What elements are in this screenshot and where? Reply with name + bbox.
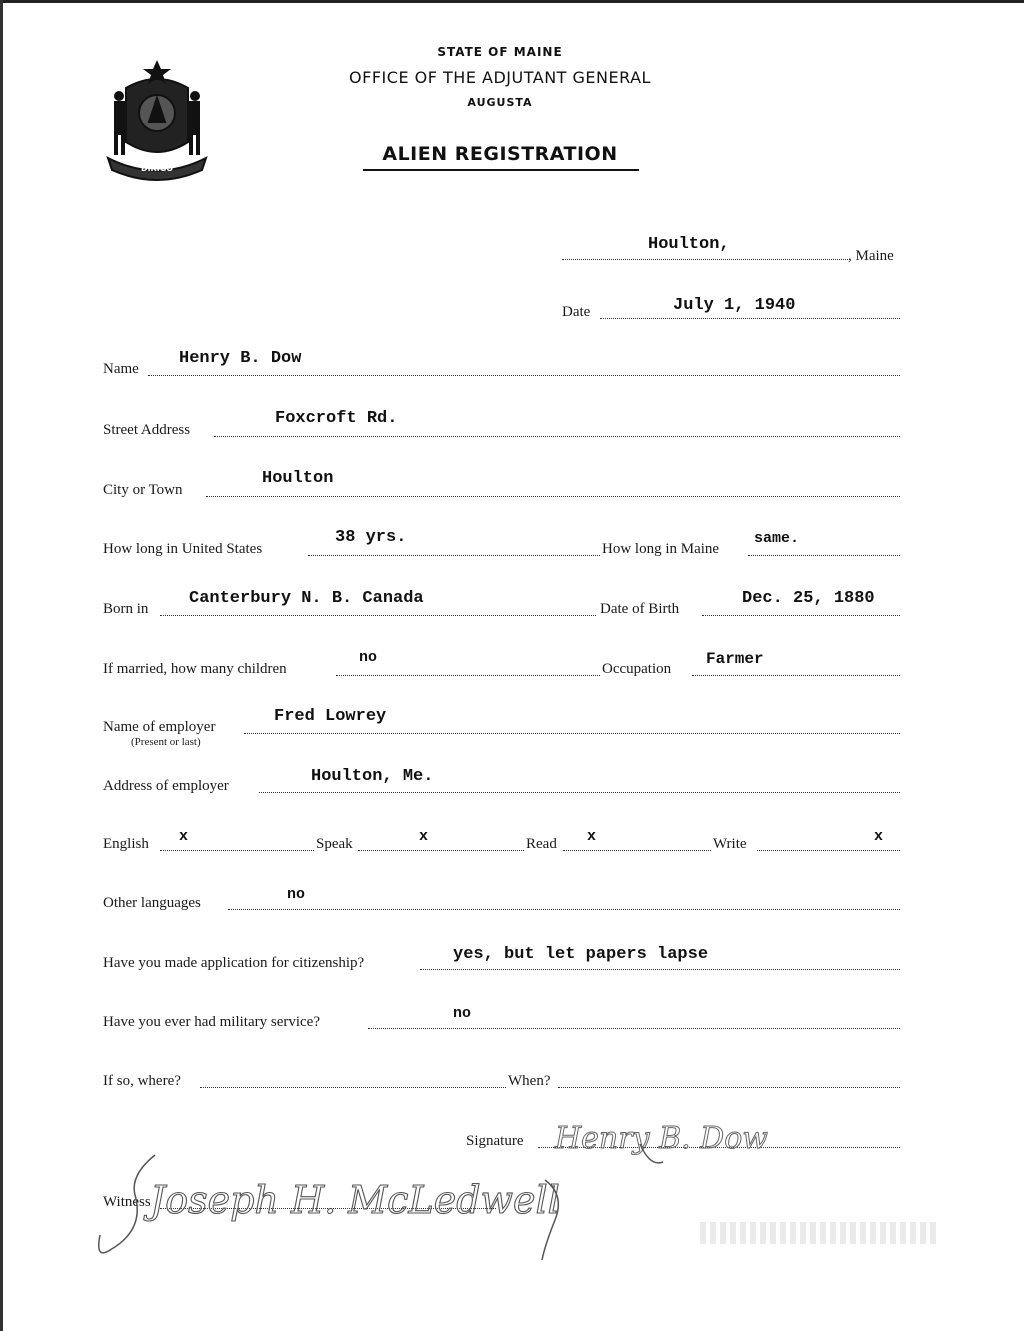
name-value: Henry B. Dow	[179, 349, 302, 368]
header-city: AUGUSTA	[467, 96, 533, 109]
citizenship-line	[420, 969, 900, 970]
children-value: no	[359, 649, 378, 666]
us-duration-value: 38 yrs.	[335, 528, 407, 547]
date-label: Date	[562, 304, 591, 320]
date-line	[600, 318, 900, 319]
us-duration-label: How long in United States	[103, 541, 263, 557]
occupation-label: Occupation	[602, 661, 672, 677]
speak-mark: x	[419, 828, 429, 845]
other-languages-value: no	[287, 886, 306, 903]
name-label: Name	[103, 361, 139, 377]
when-line	[558, 1087, 900, 1088]
dob-value: Dec. 25, 1880	[742, 589, 875, 608]
english-mark: x	[179, 828, 189, 845]
title-underline	[363, 169, 639, 171]
location-line	[562, 259, 848, 260]
born-value: Canterbury N. B. Canada	[189, 589, 424, 608]
city-value: Houlton	[262, 469, 334, 488]
maine-duration-label: How long in Maine	[602, 541, 720, 557]
dob-label: Date of Birth	[600, 601, 680, 617]
employer-line	[244, 733, 900, 734]
maine-duration-value: same.	[754, 530, 800, 547]
header-office: OFFICE OF THE ADJUTANT GENERAL	[349, 68, 651, 87]
english-label: English	[103, 836, 149, 852]
write-line	[757, 850, 900, 851]
scan-edge-left	[0, 0, 3, 1331]
occupation-line	[692, 675, 900, 676]
other-languages-line	[228, 909, 900, 910]
english-line	[160, 850, 314, 851]
witness-value: Joseph H. McLedwell	[150, 1178, 560, 1222]
header-state: STATE OF MAINE	[437, 45, 563, 59]
read-mark: x	[587, 828, 597, 845]
speak-label: Speak	[316, 836, 353, 852]
born-line	[160, 615, 596, 616]
write-label: Write	[713, 836, 747, 852]
faded-stamp	[700, 1222, 940, 1244]
form-title: ALIEN REGISTRATION	[382, 143, 618, 165]
us-duration-line	[308, 555, 600, 556]
location-value: Houlton,	[648, 235, 730, 254]
military-value: no	[453, 1005, 472, 1022]
read-label: Read	[526, 836, 557, 852]
maine-duration-line	[748, 555, 900, 556]
where-label: If so, where?	[103, 1073, 181, 1089]
write-mark: x	[874, 828, 884, 845]
children-label: If married, how many children	[103, 661, 287, 677]
when-label: When?	[508, 1073, 551, 1089]
signature-label: Signature	[466, 1133, 524, 1149]
employer-address-label: Address of employer	[103, 778, 229, 794]
read-line	[563, 850, 711, 851]
street-line	[214, 436, 900, 437]
city-line	[206, 496, 900, 497]
children-line	[336, 675, 600, 676]
location-suffix: , Maine	[848, 248, 894, 264]
employer-address-value: Houlton, Me.	[311, 767, 434, 786]
witness-label: Witness	[103, 1194, 151, 1210]
employer-value: Fred Lowrey	[274, 707, 387, 726]
military-line	[368, 1028, 900, 1029]
signature-value: Henry B. Dow	[555, 1121, 768, 1156]
witness-handwriting	[90, 1135, 580, 1265]
speak-line	[358, 850, 524, 851]
military-label: Have you ever had military service?	[103, 1014, 320, 1030]
street-value: Foxcroft Rd.	[275, 409, 398, 428]
signature-handwriting	[545, 1112, 865, 1174]
employer-label: Name of employer	[103, 719, 216, 735]
dob-line	[702, 615, 900, 616]
employer-sublabel: (Present or last)	[131, 736, 201, 748]
scan-edge-top	[0, 0, 1024, 3]
occupation-value: Farmer	[706, 650, 764, 668]
employer-address-line	[259, 792, 900, 793]
name-line	[148, 375, 900, 376]
street-label: Street Address	[103, 422, 191, 438]
city-label: City or Town	[103, 482, 183, 498]
born-label: Born in	[103, 601, 149, 617]
other-languages-label: Other languages	[103, 895, 201, 911]
citizenship-label: Have you made application for citizenship?	[103, 955, 365, 971]
date-value: July 1, 1940	[673, 296, 796, 315]
citizenship-value: yes, but let papers lapse	[453, 945, 709, 964]
where-line	[200, 1087, 506, 1088]
seal-motto: DIRIGO	[140, 164, 174, 173]
state-seal-icon	[104, 58, 210, 184]
